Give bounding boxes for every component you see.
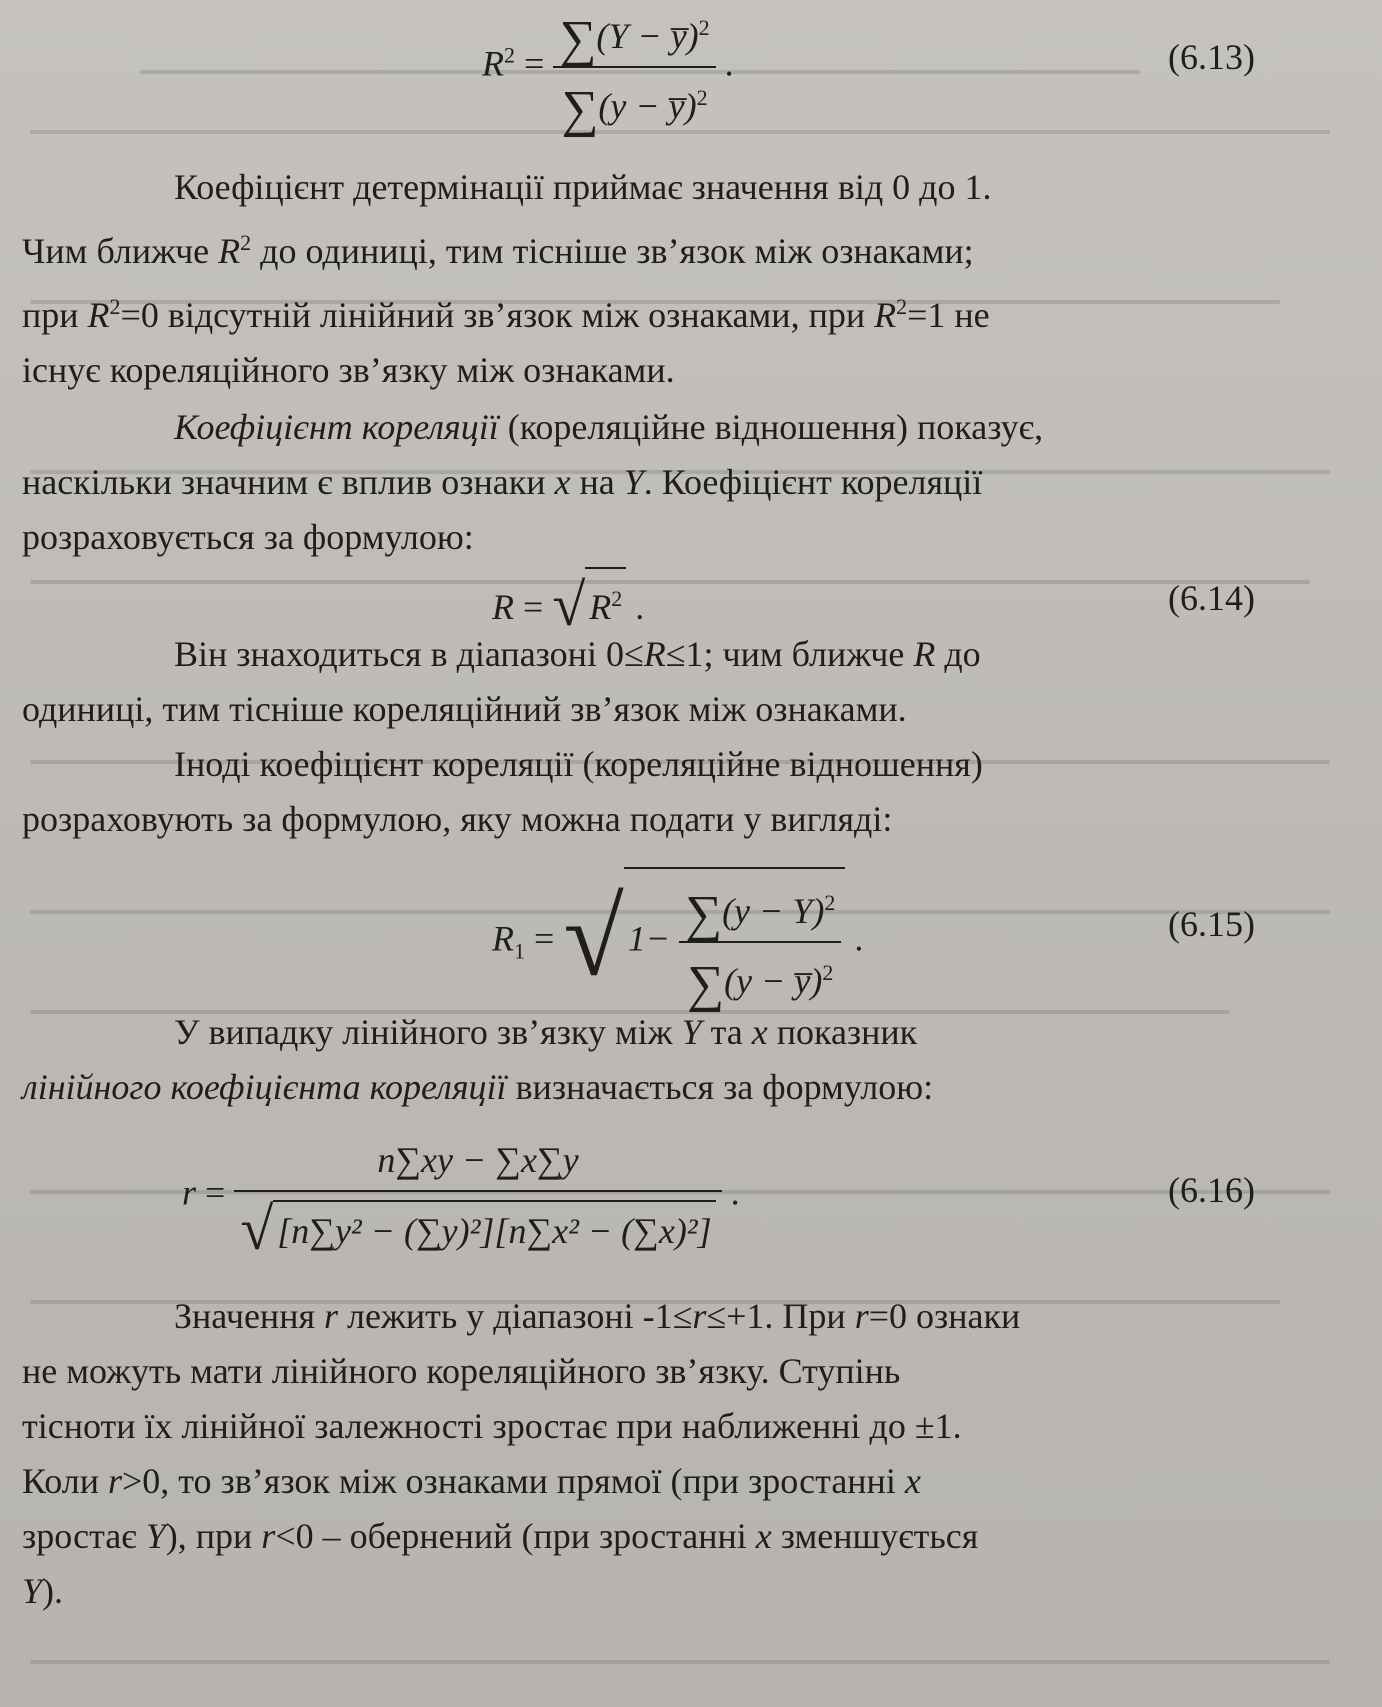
eq-6-13-num-sup: 2 bbox=[698, 15, 710, 40]
eq-6-13-numerator: (Y − y̅) bbox=[596, 16, 699, 56]
term-linear-correlation: лінійного коефіцієнта кореляції bbox=[22, 1067, 507, 1107]
term-correlation-coefficient: Коефіцієнт кореляції bbox=[174, 407, 499, 447]
paragraph-1: Коефіцієнт детермінації приймає значення від 0 до 1. bbox=[174, 167, 992, 207]
eq-6-13-den-sup: 2 bbox=[696, 85, 708, 110]
eq-6-13-lhs: R bbox=[482, 43, 504, 84]
equation-6-13: $R^2$ = $\frac{\sum(Y - y̅)^2}{\sum(y - y̅)^2}$ . (6.13) bbox=[22, 0, 1360, 120]
paragraph-6b: лінійного коефіцієнта кореляції визначається за формулою: bbox=[22, 1067, 934, 1107]
paragraph-2: Чим ближче $R^2$ до одиниці, тим тісніше зв’язок між ознаками; bbox=[22, 230, 974, 271]
page-text bbox=[22, 0, 1360, 1619]
eq-6-13-fraction: $\frac{\sum(Y - y̅)^2}{\sum(y - y̅)^2}$ bbox=[553, 0, 715, 134]
paragraph-3b: наскільки значним є вплив ознаки x на Y. Коефіцієнт кореляції bbox=[22, 462, 983, 502]
paragraph-7c: тісноти їх лінійної залежності зростає при наближенні до ±1. bbox=[22, 1406, 962, 1446]
paragraph-7b: не можуть мати лінійного кореляційного зв’язку. Ступінь bbox=[22, 1351, 901, 1391]
paragraph-3c: розраховується за формулою: bbox=[22, 517, 474, 557]
paragraph-5b: розраховують за формулою, яку можна подати у вигляді: bbox=[22, 799, 893, 839]
paragraph-2c: існує кореляційного зв’язку між ознаками. bbox=[22, 350, 675, 390]
eq-6-13-number: (6.13) bbox=[1168, 37, 1255, 77]
eq-6-13-denominator: (y − y̅) bbox=[598, 86, 697, 126]
paragraph-7: Значення r лежить у діапазоні -1≤r≤+1. При r=0 ознаки bbox=[174, 1296, 1021, 1336]
equation-6-16: r = $\frac{n\sum xy - \sum x\sum y}{\text{√ [n∑y² − (∑y)²][n∑x² − (∑x)²]}}$ . (6.16) bbox=[182, 1140, 1255, 1262]
paragraph-6: У випадку лінійного зв’язку між Y та x показник bbox=[174, 1012, 918, 1052]
paragraph-3: Коефіцієнт кореляції (кореляційне відношення) показує, bbox=[174, 407, 1044, 447]
eq-6-13-lhs-sup: 2 bbox=[504, 42, 515, 68]
paragraph-4: Він знаходиться в діапазоні 0≤R≤1; чим ближче R до bbox=[174, 634, 981, 674]
equation-6-14: R = √ $R^2$ . (6.14) bbox=[22, 565, 1360, 627]
eq-6-14-number: (6.14) bbox=[1168, 578, 1255, 618]
paragraph-5: Іноді коефіцієнт кореляції (кореляційне відношення) bbox=[174, 744, 983, 784]
paragraph-7f: Y). bbox=[22, 1571, 64, 1611]
paragraph-4b: одиниці, тим тісніше кореляційний зв’язок між ознаками. bbox=[22, 689, 907, 729]
equation-6-15: $R_1$ = √ 1− $\frac{\sum(y - Y)^2}{\sum(y - y̅)^2}$ . (6.15) bbox=[22, 847, 1360, 997]
eq-6-16-number: (6.16) bbox=[1168, 1170, 1255, 1210]
paragraph-2b: при $R^2=0$ відсутній лінійний зв’язок між ознаками, при $R^2=1$ не bbox=[22, 294, 990, 335]
paragraph-7d: Коли r>0, то зв’язок між ознаками прямої (при зростанні x bbox=[22, 1461, 921, 1501]
eq-6-15-number: (6.15) bbox=[1168, 904, 1255, 944]
paragraph-7e: зростає Y), при r<0 – обернений (при зростанні x зменшується bbox=[22, 1516, 979, 1556]
